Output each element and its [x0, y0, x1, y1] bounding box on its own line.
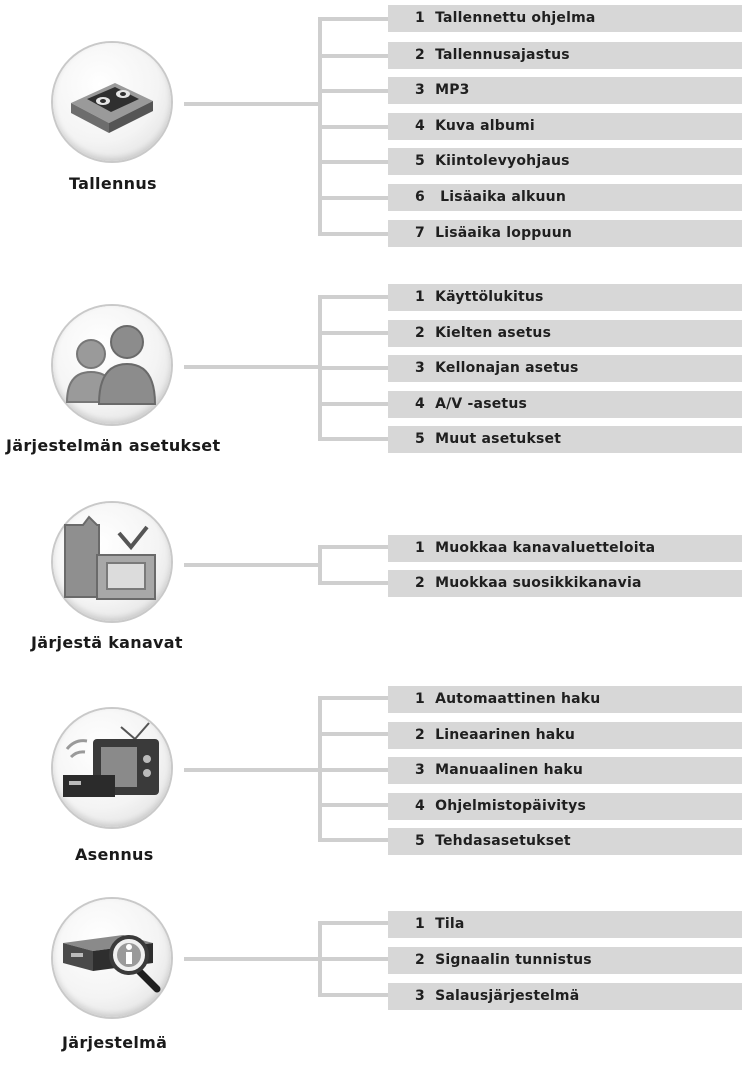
system-info-icon: [53, 899, 171, 1017]
menu-item-label: 4 Kuva albumi: [415, 118, 535, 134]
menu-item-label: 3 MP3: [415, 82, 470, 98]
menu-item-label: 4 A/V -asetus: [415, 396, 528, 412]
menu-item-label: 5 Muut asetukset: [415, 431, 562, 447]
section-title: Järjestelmä: [62, 1033, 168, 1052]
connector-branch: [318, 957, 388, 961]
menu-item-label: 1 Käyttölukitus: [415, 289, 544, 305]
menu-item-label: 2 Kielten asetus: [415, 325, 552, 341]
connector-branch: [318, 993, 388, 997]
jarjestelma-icon-circle[interactable]: [53, 899, 171, 1017]
menu-item-label: 2 Tallennusajastus: [415, 47, 570, 63]
section-title: Järjestä kanavat: [31, 633, 183, 652]
menu-item-label: 1 Tila: [415, 916, 465, 932]
section-title: Järjestelmän asetukset: [6, 436, 221, 455]
menu-item-label: 1 Muokkaa kanavaluetteloita: [415, 540, 656, 556]
menu-item-label: 3 Salausjärjestelmä: [415, 988, 580, 1004]
menu-item-label: 1 Tallennettu ohjelma: [415, 10, 596, 26]
menu-item-label: 2 Signaalin tunnistus: [415, 952, 592, 968]
menu-item-label: 7 Lisäaika loppuun: [415, 225, 573, 241]
menu-item-label: 4 Ohjelmistopäivitys: [415, 798, 587, 814]
menu-item-label: 6 Lisäaika alkuun: [415, 189, 566, 205]
connector-branch: [318, 921, 388, 925]
menu-item-label: 5 Tehdasasetukset: [415, 833, 571, 849]
menu-item[interactable]: [388, 947, 742, 974]
menu-item-label: 1 Automaattinen haku: [415, 691, 601, 707]
section-title: Asennus: [75, 845, 154, 864]
menu-item-label: 3 Kellonajan asetus: [415, 360, 579, 376]
section-title: Tallennus: [69, 174, 157, 193]
menu-item[interactable]: [388, 911, 742, 938]
menu-item[interactable]: [388, 983, 742, 1010]
menu-item-label: 3 Manuaalinen haku: [415, 762, 584, 778]
connector-main: [184, 957, 322, 961]
menu-item-label: 5 Kiintolevyohjaus: [415, 153, 570, 169]
menu-item-label: 2 Muokkaa suosikkikanavia: [415, 575, 642, 591]
menu-item-label: 2 Lineaarinen haku: [415, 727, 576, 743]
